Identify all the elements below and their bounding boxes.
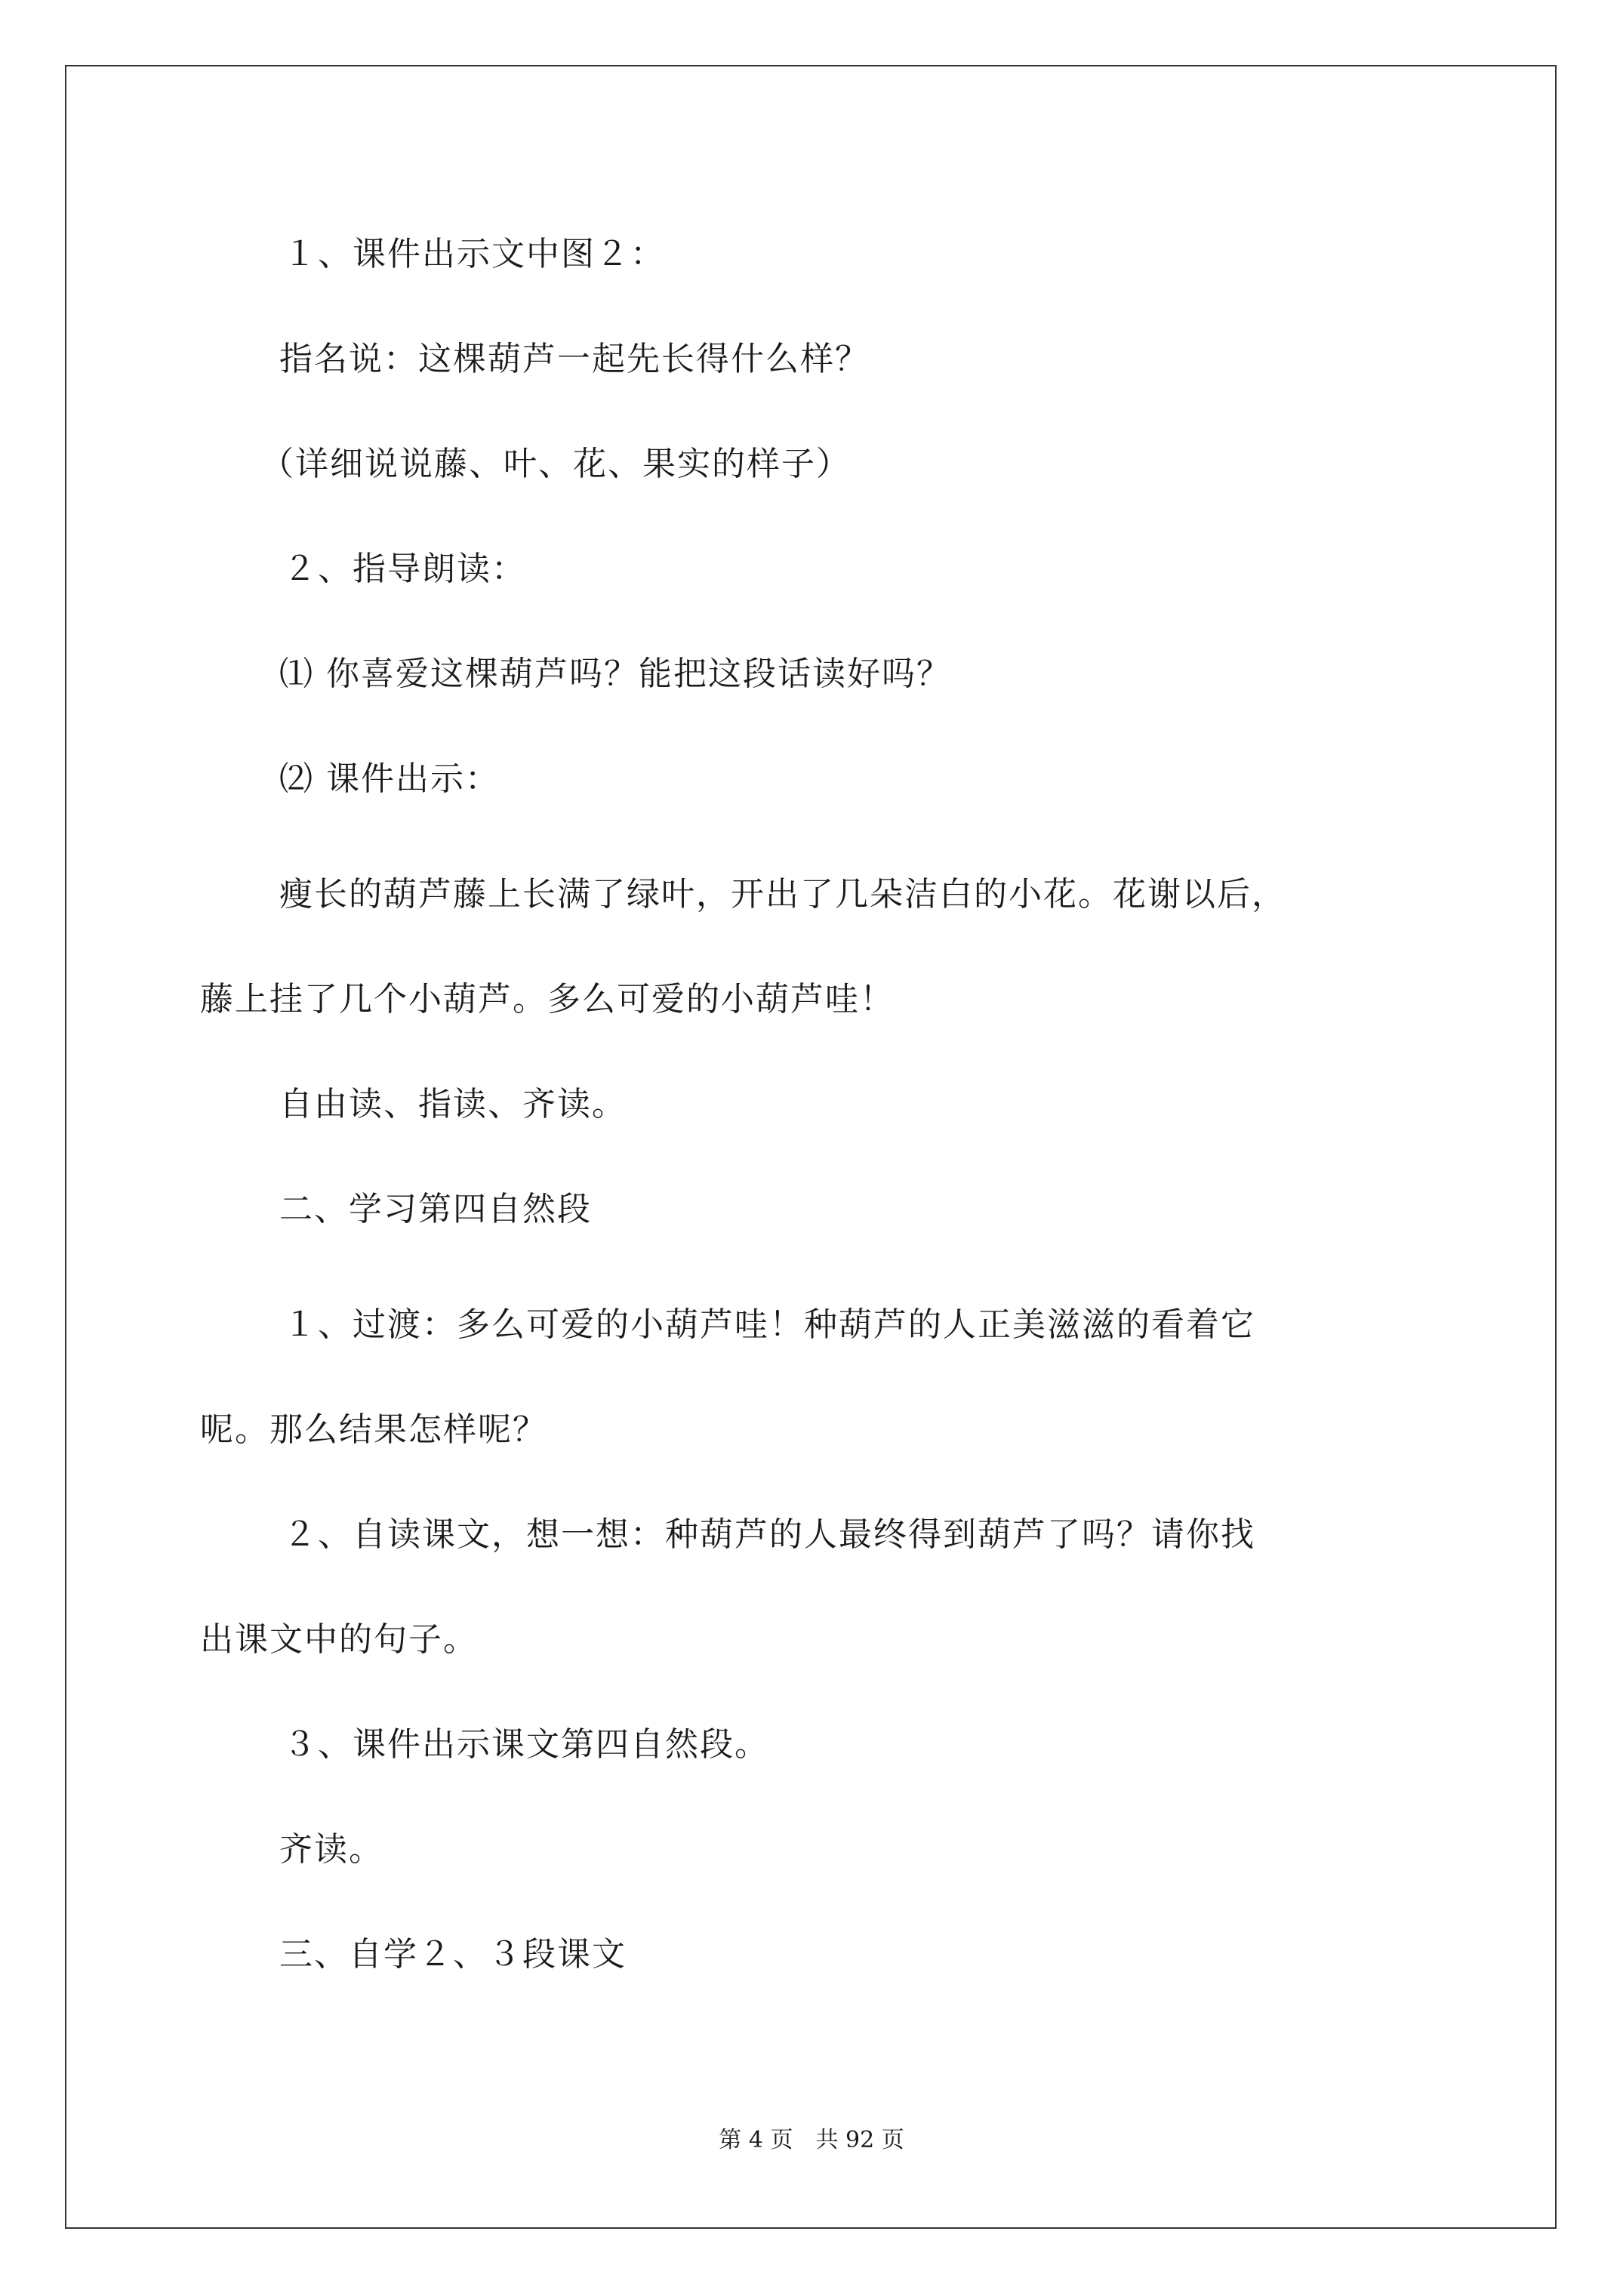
section-heading-3: 三、自学２、３段课文 xyxy=(279,1935,627,1974)
page-number-footer: 第 4 页 共 92 页 xyxy=(719,2127,904,2153)
text-line-13: ２、自读课文，想一想：种葫芦的人最终得到葫芦了吗？请你找 xyxy=(283,1515,1255,1554)
text-line-4: ２、指导朗读： xyxy=(283,550,526,588)
text-line-15: ３、课件出示课文第四自然段。 xyxy=(283,1725,769,1764)
text-line-9: 自由读、指读、齐读。 xyxy=(279,1085,627,1123)
text-line-6: ⑵ 课件出示： xyxy=(279,760,500,798)
text-line-3: （详细说说藤、叶、花、果实的样子） xyxy=(260,445,851,483)
text-line-16: 齐读。 xyxy=(279,1830,383,1869)
text-line-2: 指名说：这棵葫芦一起先长得什么样？ xyxy=(279,340,870,378)
text-line-12: 呢。那么结果怎样呢？ xyxy=(200,1410,547,1449)
text-line-14: 出课文中的句子。 xyxy=(200,1620,478,1659)
section-heading-2: 二、学习第四自然段 xyxy=(279,1190,592,1228)
text-line-11: １、过渡：多么可爱的小葫芦哇！种葫芦的人正美滋滋的看着它 xyxy=(283,1305,1255,1344)
text-line-7: 瘦长的葫芦藤上长满了绿叶，开出了几朵洁白的小花。花谢以后， xyxy=(279,875,1286,914)
text-line-8: 藤上挂了几个小葫芦。多么可爱的小葫芦哇！ xyxy=(200,980,895,1019)
page-border xyxy=(65,65,1557,2229)
text-line-1: １、课件出示文中图２： xyxy=(283,235,665,273)
text-line-5: ⑴ 你喜爱这棵葫芦吗？能把这段话读好吗？ xyxy=(279,655,951,693)
